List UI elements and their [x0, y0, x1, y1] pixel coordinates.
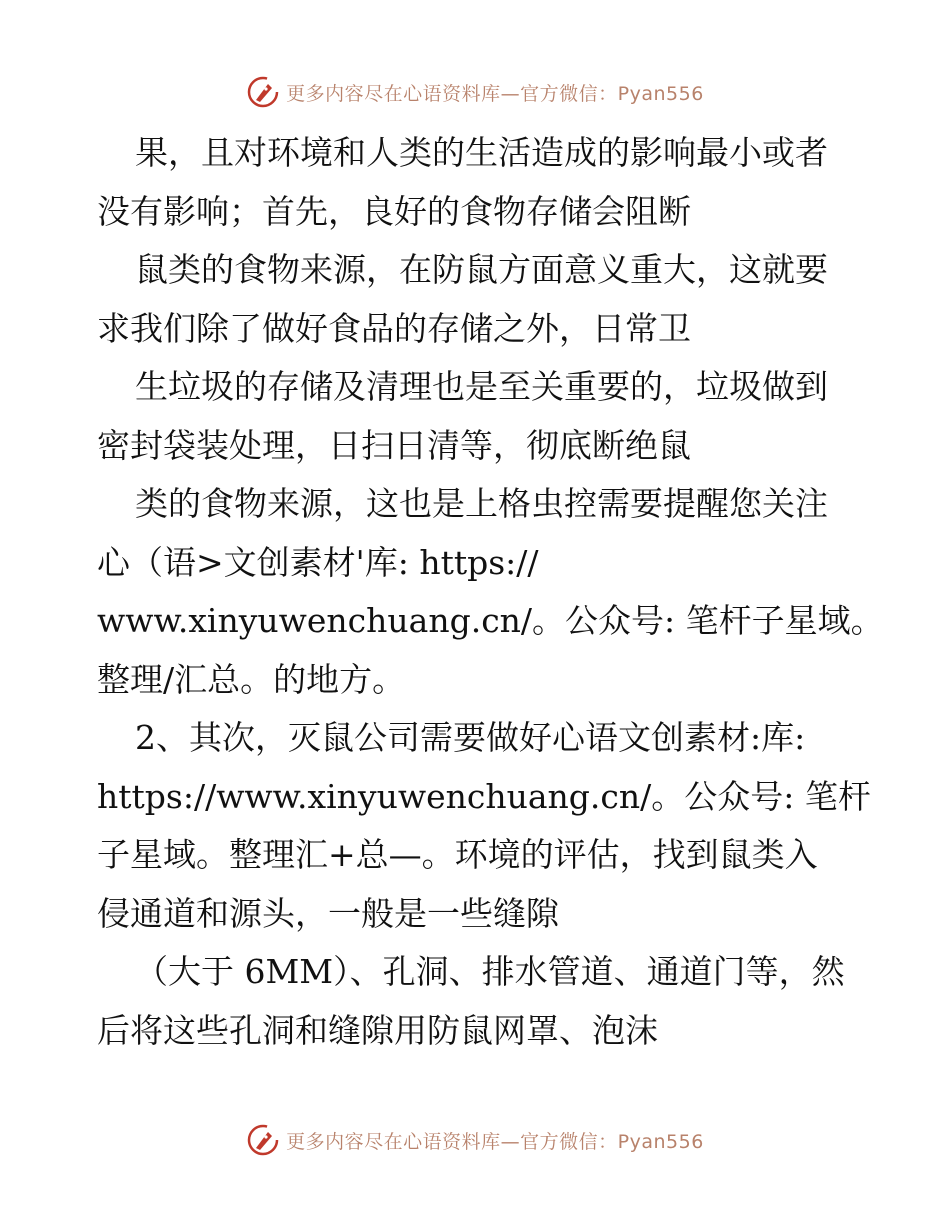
text-line: 果，且对环境和人类的生活造成的影响最小或者	[135, 133, 828, 172]
text-line: 没有影响；首先，良好的食物存储会阻断	[97, 191, 691, 231]
text-line: 后将这些孔洞和缝隙用防鼠网罩、泡沫	[97, 1010, 658, 1050]
text-line: 2、其次，灭鼠公司需要做好心语文创素材:库:	[135, 718, 806, 757]
text-line: www.xinyuwenchuang.cn/。公众号: 笔杆子星域。	[97, 601, 884, 640]
text-line: https://www.xinyuwenchuang.cn/。公众号: 笔杆	[97, 776, 871, 816]
text-line: 类的食物来源，这也是上格虫控需要提醒您关注	[135, 484, 828, 523]
text-line: 子星域。整理汇+总—。环境的评估，找到鼠类入	[97, 835, 818, 874]
text-line: 鼠类的食物来源，在防鼠方面意义重大，这就要	[135, 250, 828, 289]
text-line: （大于 6MM）、孔洞、排水管道、通道门等，然	[135, 952, 845, 991]
pen-nib-logo-icon	[246, 1123, 280, 1157]
text-line: 密封袋装处理，日扫日清等，彻底断绝鼠	[97, 425, 691, 465]
pen-nib-logo-icon	[246, 75, 280, 109]
text-line: 求我们除了做好食品的存储之外，日常卫	[97, 308, 691, 348]
header-banner	[0, 72, 950, 112]
footer-banner-text: 更多内容尽在心语资料库—官方微信：Pyan556	[286, 1130, 704, 1153]
footer-banner	[0, 1120, 950, 1160]
header-banner-text: 更多内容尽在心语资料库—官方微信：Pyan556	[286, 82, 704, 105]
text-line: 心（语>文创素材'库: https://	[97, 542, 539, 582]
text-line: 生垃圾的存储及清理也是至关重要的，垃圾做到	[135, 367, 828, 406]
document-body	[97, 124, 884, 1060]
text-line: 侵通道和源头，一般是一些缝隙	[97, 893, 559, 933]
text-line: 整理/汇总。的地方。	[97, 659, 406, 699]
